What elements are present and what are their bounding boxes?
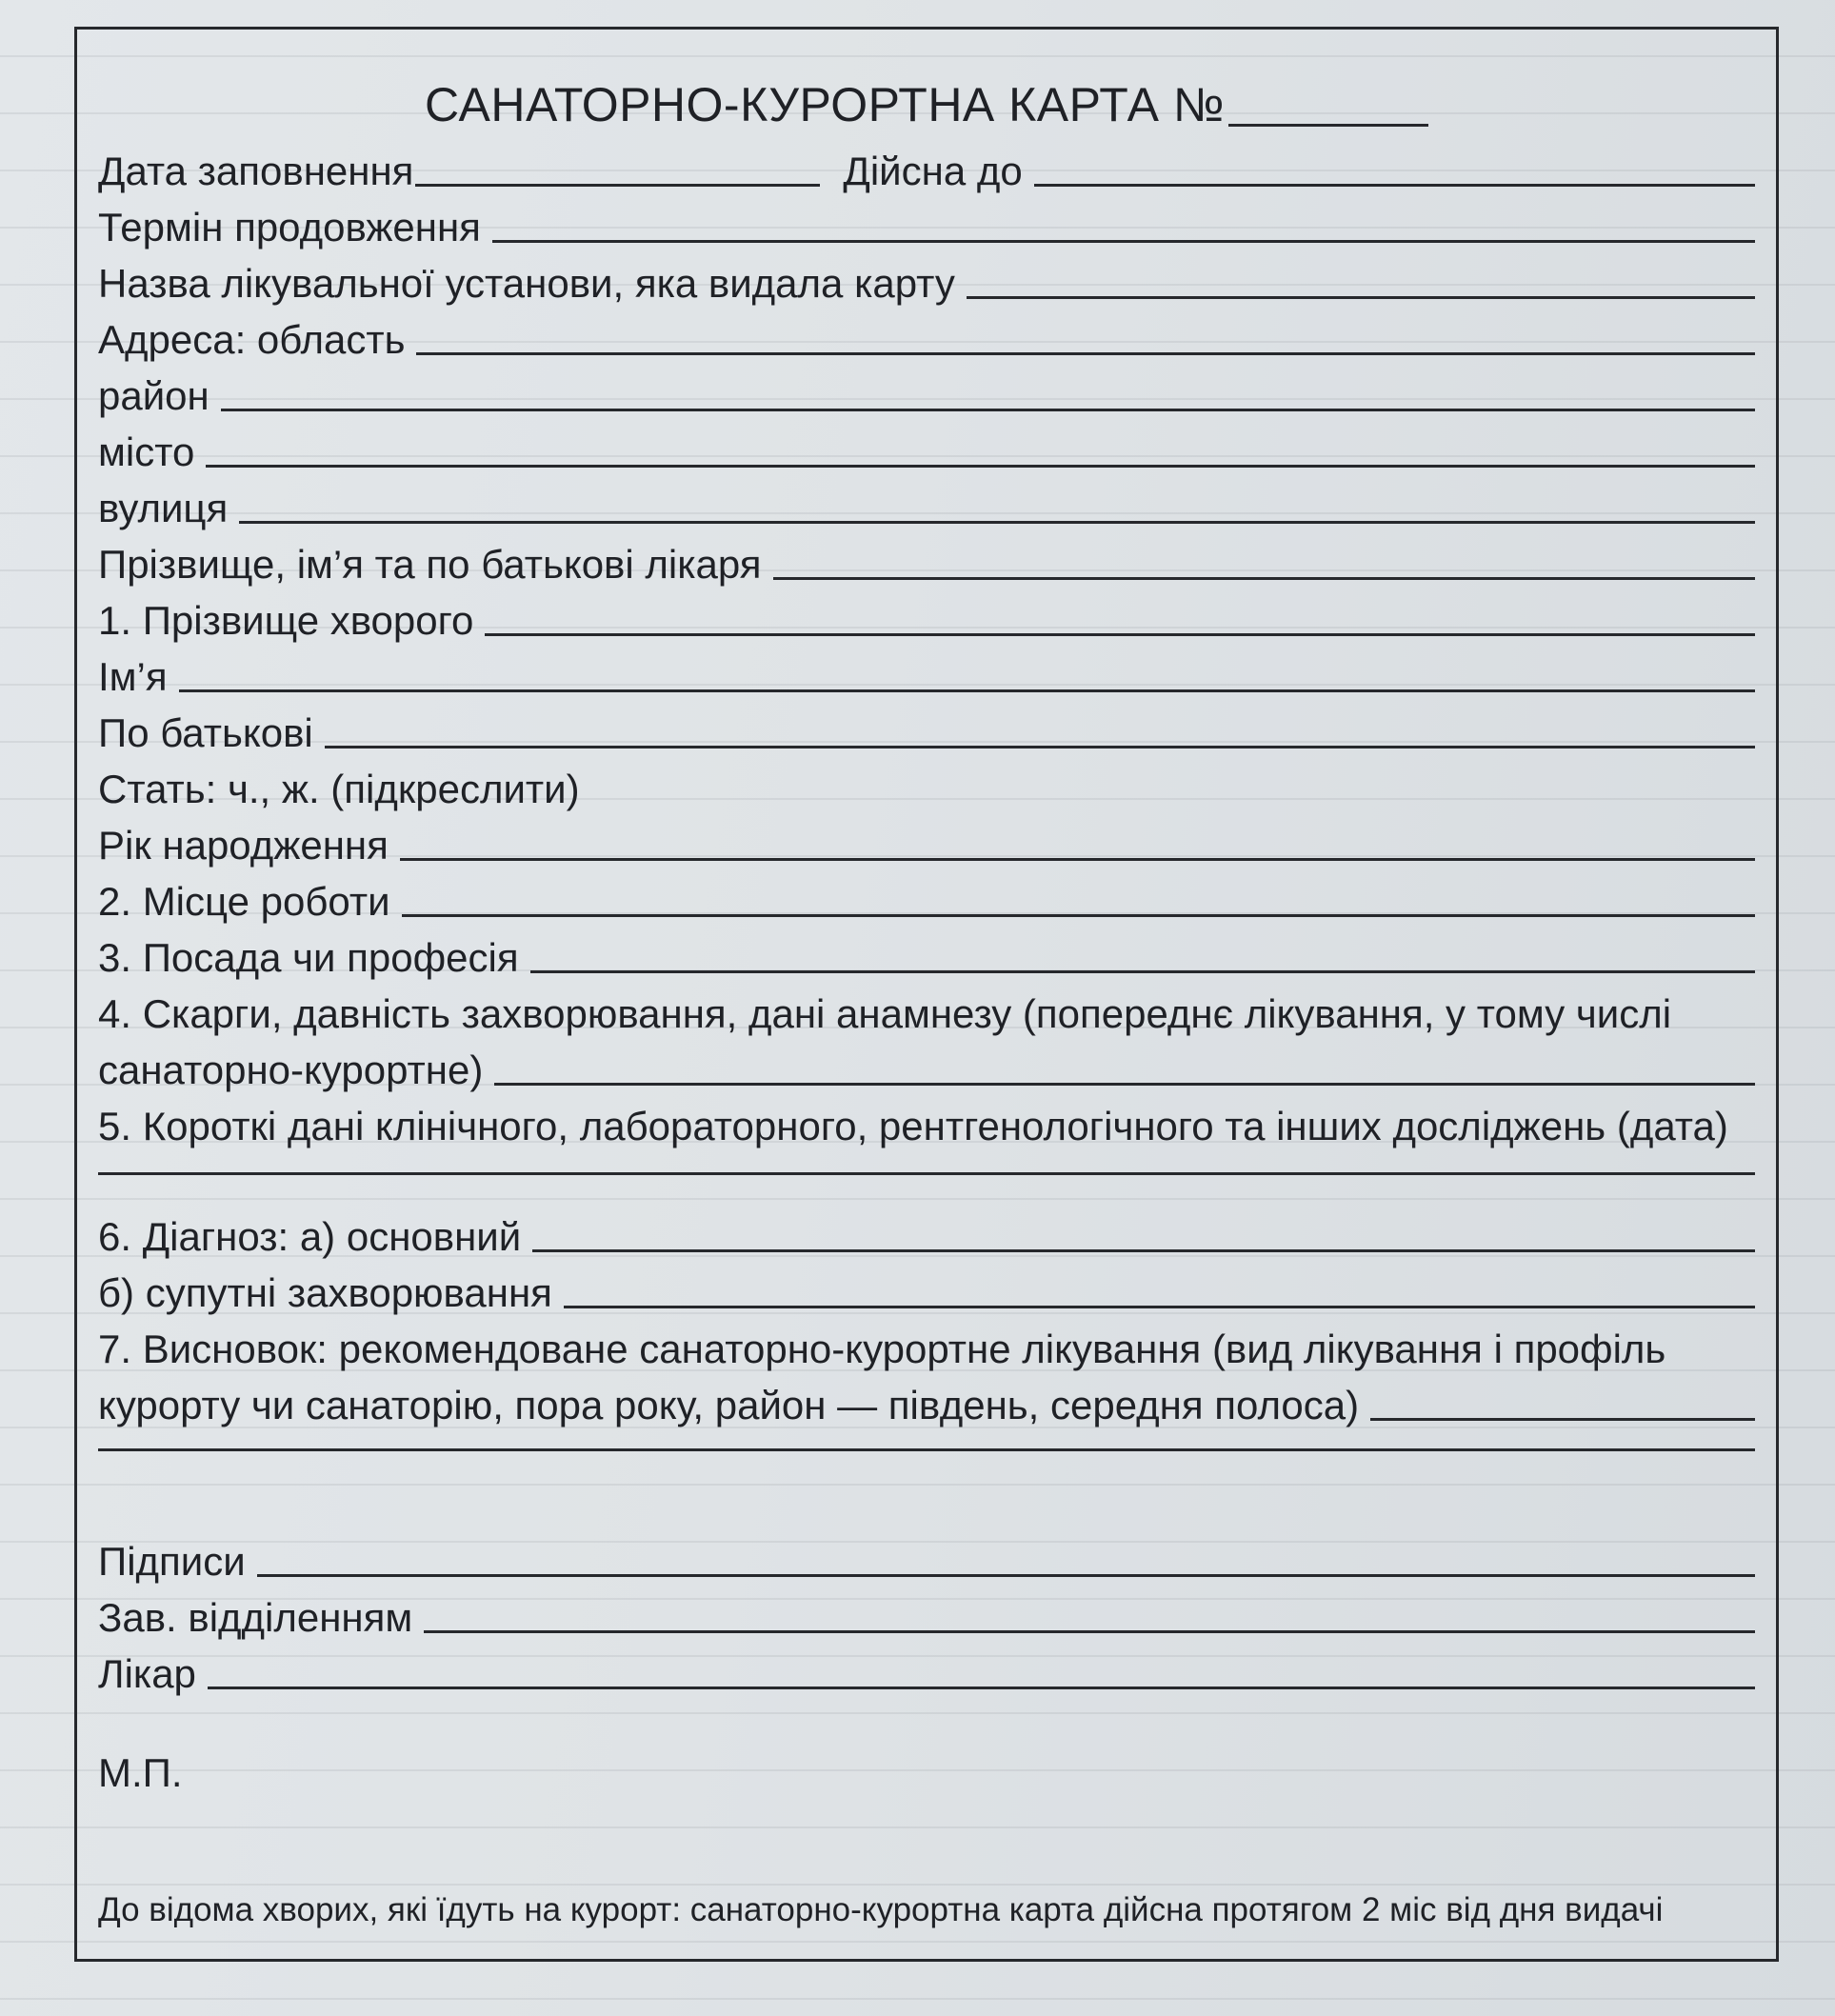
row-issuer (98, 261, 1755, 306)
address-region-label: Адреса: область (98, 317, 406, 362)
issuer-label: Назва лікувальної установи, яка видала карту (98, 261, 955, 306)
row-city (98, 429, 1755, 474)
fill-date-label: Дата заповнення (98, 149, 414, 193)
patronymic-label: По батькові (98, 710, 313, 755)
stamp-label: М.П. (98, 1750, 183, 1795)
complaints-label-line2: санаторно-курортне) (98, 1048, 484, 1092)
street-label: вулиця (98, 486, 229, 530)
card-number-field[interactable] (1228, 76, 1428, 127)
diagnosis-main-field[interactable] (532, 1249, 1755, 1252)
row-doctor-signature (98, 1651, 1755, 1696)
conclusion-label-line1: 7. Висновок: рекомендоване санаторно-курортне лікування (вид лікування і профіль (98, 1327, 1666, 1371)
footer-note: До відома хворих, які їдуть на курорт: санаторно-курортна карта дійсна протягом 2 міс від дня видачі (98, 1891, 1664, 1928)
birth-year-label: Рік народження (98, 823, 389, 868)
row-workplace (98, 879, 1755, 924)
sex-label: Стать: ч., ж. (підкреслити) (98, 767, 580, 811)
diagnosis-secondary-field[interactable] (564, 1306, 1755, 1308)
row-extension (98, 205, 1755, 250)
row-head-of-department (98, 1595, 1755, 1640)
form-title-text: САНАТОРНО-КУРОРТНА КАРТА № (424, 78, 1226, 131)
district-field[interactable] (221, 409, 1755, 411)
city-label: місто (98, 429, 195, 474)
row-district (98, 373, 1755, 418)
row-position (98, 935, 1755, 980)
extension-term-field[interactable] (492, 240, 1755, 243)
workplace-label: 2. Місце роботи (98, 879, 390, 924)
row-birth-year (98, 823, 1755, 868)
birth-year-field[interactable] (400, 858, 1755, 861)
conclusion-extra-field[interactable] (98, 1448, 1755, 1451)
row-dates (98, 151, 1755, 191)
row-doctor-name (98, 542, 1755, 587)
conclusion-field[interactable] (1370, 1418, 1755, 1421)
row-patient-surname (98, 598, 1755, 643)
street-field[interactable] (239, 521, 1755, 524)
head-of-department-field[interactable] (424, 1630, 1755, 1633)
patient-surname-label: 1. Прізвище хворого (98, 598, 474, 643)
fill-date-field[interactable] (415, 184, 820, 187)
row-address-region (98, 317, 1755, 362)
doctor-label: Лікар (98, 1651, 196, 1696)
studies-label: 5. Короткі дані клінічного, лабораторного, рентгенологічного та інших досліджень (дата) (98, 1104, 1728, 1148)
complaints-field[interactable] (494, 1083, 1755, 1086)
row-complaints (98, 1050, 1755, 1090)
row-conclusion (98, 1383, 1755, 1427)
complaints-label-line1: 4. Скарги, давність захворювання, дані анамнезу (попереднє лікування, у тому числі (98, 991, 1672, 1036)
row-first-name (98, 654, 1755, 699)
signatures-field[interactable] (257, 1574, 1755, 1577)
first-name-field[interactable] (179, 689, 1755, 692)
workplace-field[interactable] (402, 914, 1755, 917)
row-signatures (98, 1539, 1755, 1584)
doctor-signature-field[interactable] (208, 1687, 1755, 1689)
row-diagnosis-main (98, 1214, 1755, 1259)
diagnosis-main-label: 6. Діагноз: а) основний (98, 1214, 522, 1259)
issuer-field[interactable] (967, 296, 1755, 299)
doctor-name-field[interactable] (773, 577, 1756, 580)
signatures-label: Підписи (98, 1539, 246, 1584)
position-field[interactable] (530, 970, 1755, 973)
address-region-field[interactable] (416, 352, 1755, 355)
extension-term-label: Термін продовження (98, 205, 481, 250)
valid-until-label: Дійсна до (843, 149, 1023, 193)
row-street (98, 486, 1755, 530)
first-name-label: Ім’я (98, 654, 168, 699)
form-title (77, 77, 1776, 132)
valid-until-field[interactable] (1034, 184, 1755, 187)
position-label: 3. Посада чи професія (98, 935, 519, 980)
row-diagnosis-secondary (98, 1270, 1755, 1315)
studies-field[interactable] (98, 1172, 1755, 1175)
patient-surname-field[interactable] (485, 633, 1755, 636)
conclusion-label-line2: курорту чи санаторію, пора року, район — південь, середня полоса) (98, 1383, 1360, 1427)
head-of-department-label: Зав. відділенням (98, 1595, 413, 1640)
sanatorium-card-form (74, 27, 1779, 1962)
district-label: район (98, 373, 209, 418)
doctor-name-label: Прізвище, ім’я та по батькові лікаря (98, 542, 762, 587)
city-field[interactable] (206, 465, 1755, 468)
row-patronymic (98, 710, 1755, 755)
patronymic-field[interactable] (325, 746, 1755, 749)
diagnosis-secondary-label: б) супутні захворювання (98, 1270, 552, 1315)
